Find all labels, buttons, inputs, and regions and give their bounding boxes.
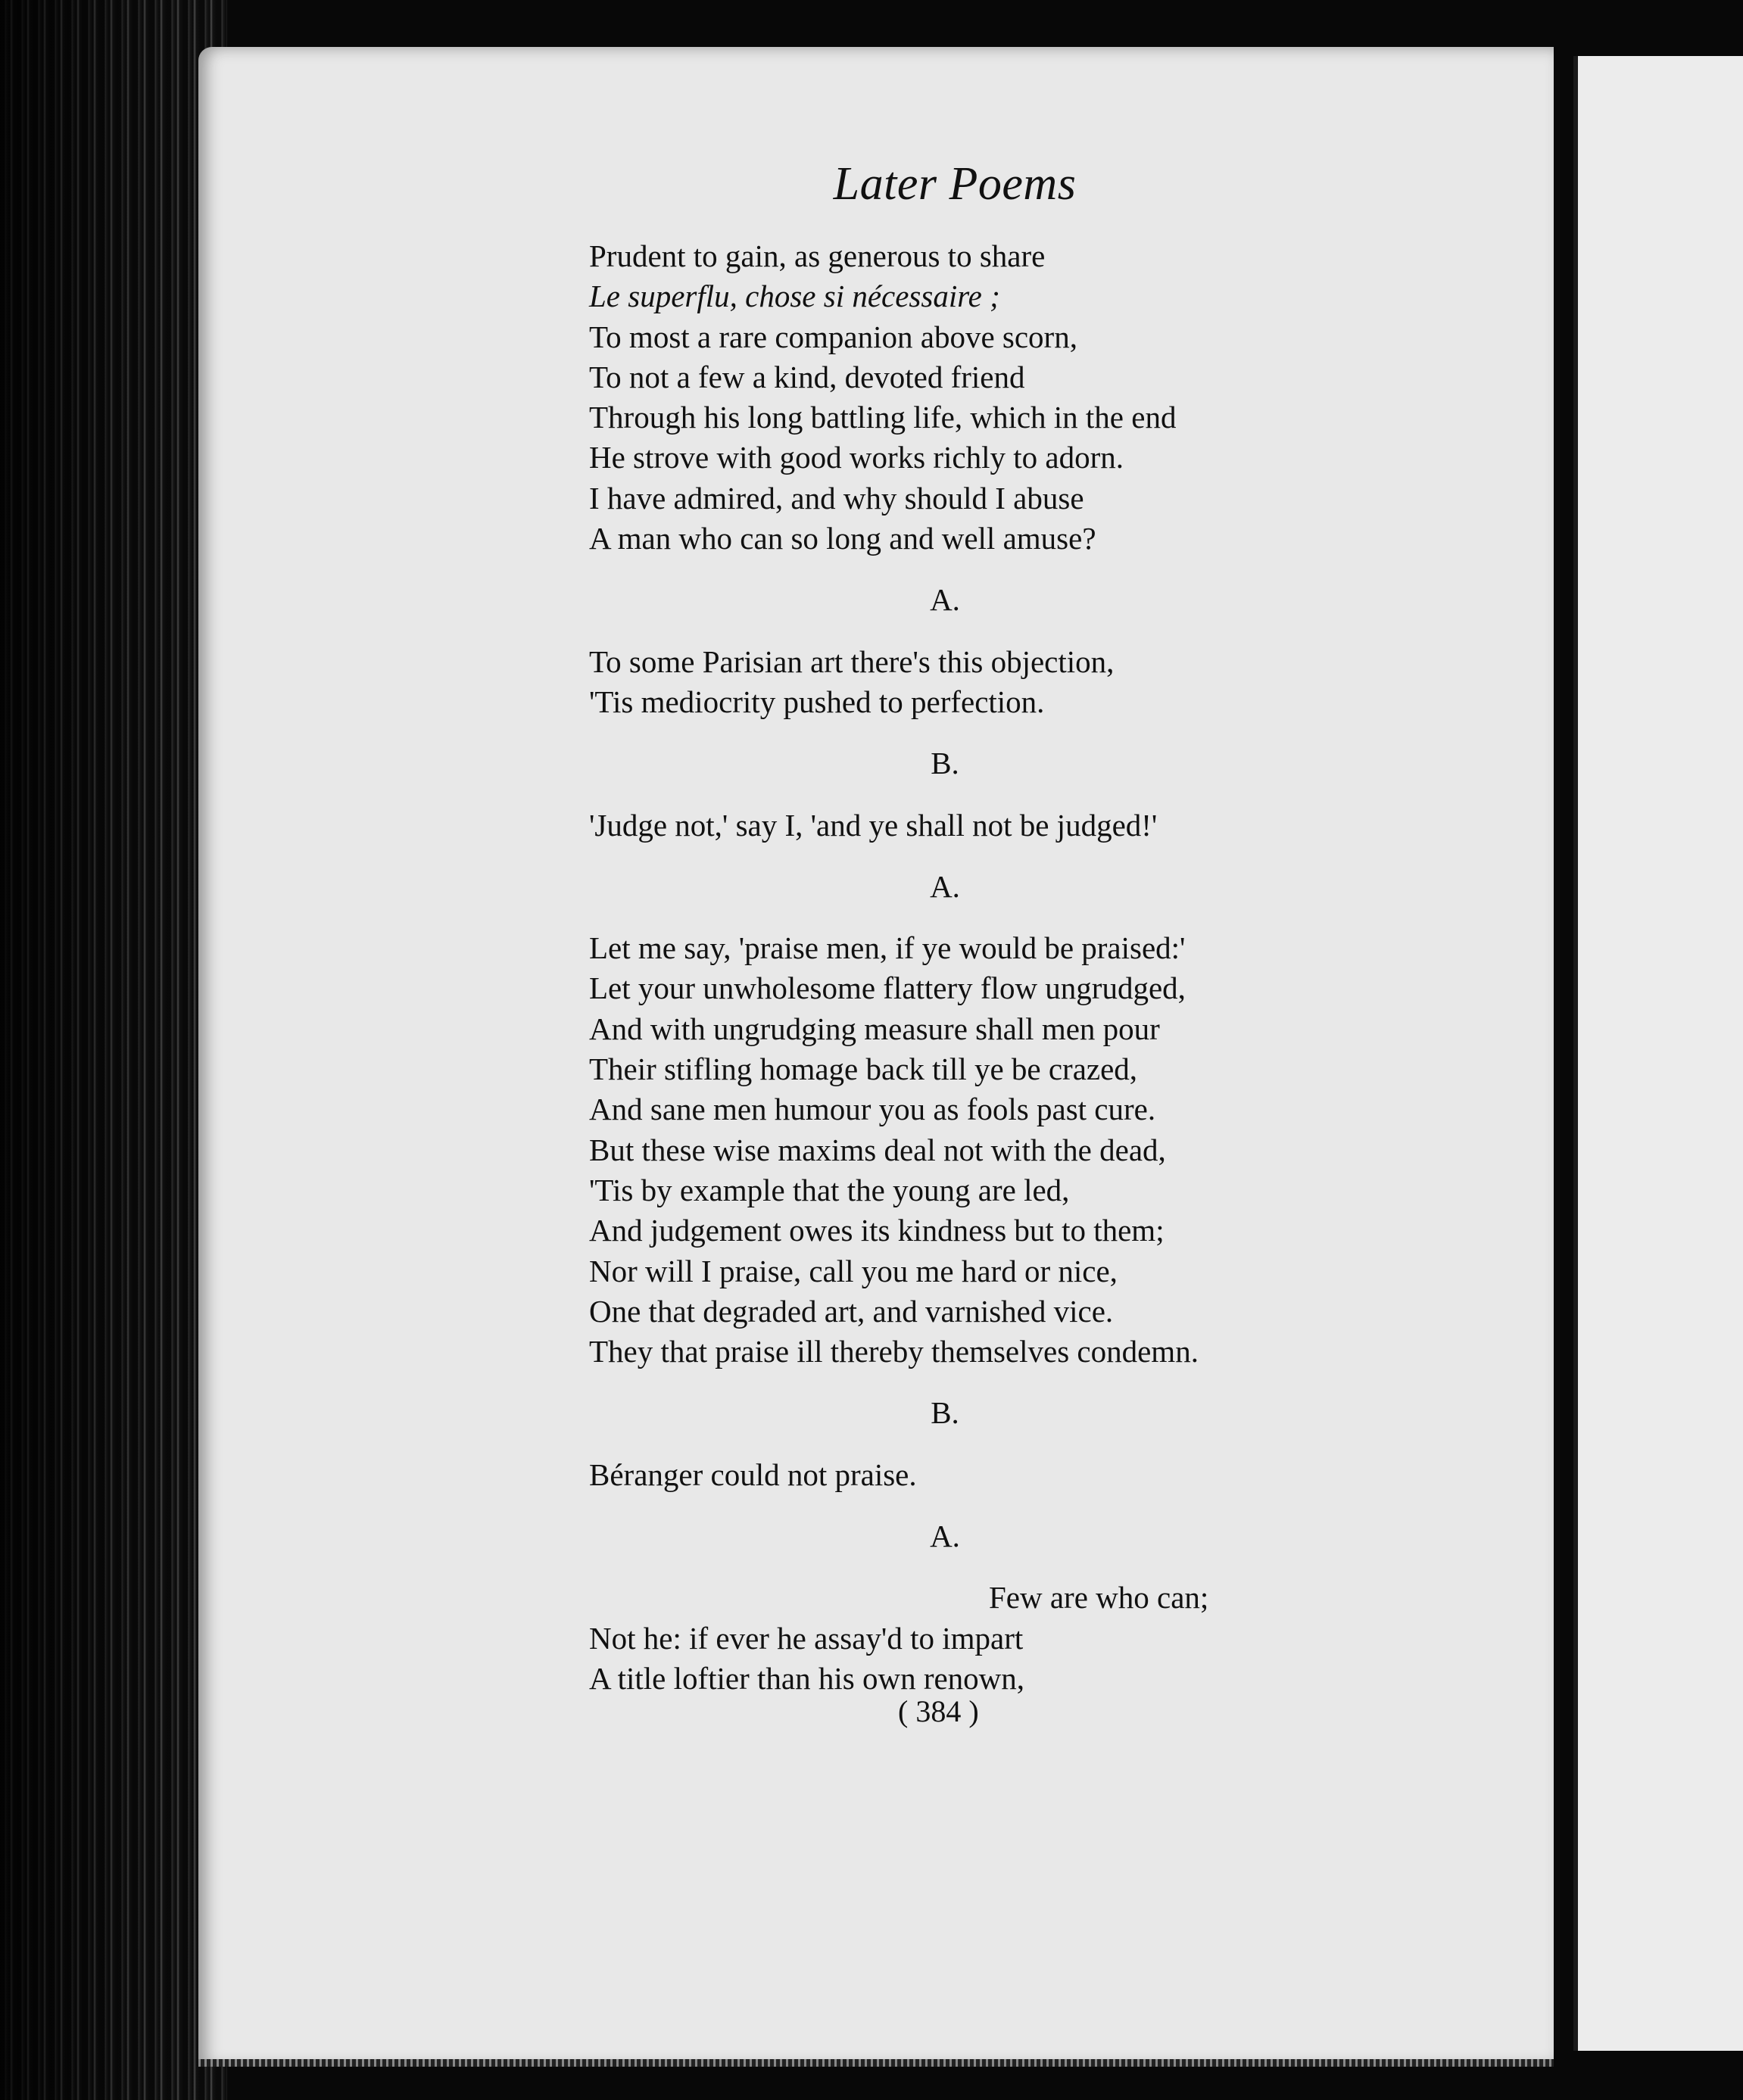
poem-line: He strove with good works richly to adorn. — [589, 440, 1124, 475]
poem-line: A man who can so long and well amuse? — [589, 521, 1096, 556]
poem-line: I have admired, and why should I abuse — [589, 480, 1084, 516]
speaker-label: A. — [930, 582, 960, 618]
poem-line: Let your unwholesome flattery flow ungrudged, — [589, 971, 1186, 1006]
poem-line: Le superflu, chose si nécessaire ; — [589, 279, 1000, 314]
page-bottom-edge — [198, 2059, 1554, 2067]
poem-line: 'Tis by example that the young are led, — [589, 1172, 1070, 1207]
poem-line: And judgement owes its kindness but to them; — [589, 1213, 1165, 1248]
running-title: Later Poems — [833, 158, 1077, 210]
poem-line: Their stifling homage back till ye be crazed, — [589, 1052, 1138, 1087]
poem-text — [589, 236, 1346, 1699]
speaker-label: B. — [931, 1395, 959, 1431]
poem-line: Few are who can; — [989, 1580, 1209, 1616]
poem-line: Let me say, 'praise men, if ye would be praised:' — [589, 930, 1186, 966]
poem-line: And sane men humour you as fools past cure. — [589, 1092, 1156, 1127]
speaker-label: B. — [931, 746, 959, 781]
poem-line: One that degraded art, and varnished vice. — [589, 1293, 1114, 1329]
poem-line: To some Parisian art there's this objection, — [589, 643, 1115, 679]
poem-line: Nor will I praise, call you me hard or nice, — [589, 1253, 1118, 1288]
book-edge-shadow — [0, 0, 227, 2100]
poem-line: They that praise ill thereby themselves condemn. — [589, 1334, 1199, 1369]
poem-line: To not a few a kind, devoted friend — [589, 359, 1025, 394]
speaker-label: A. — [930, 868, 960, 904]
poem-line: And with ungrudging measure shall men pour — [589, 1011, 1160, 1046]
speaker-label: A. — [930, 1519, 960, 1554]
poem-line: Through his long battling life, which in the end — [589, 400, 1177, 435]
poem-line: 'Tis mediocrity pushed to perfection. — [589, 684, 1045, 719]
poem-line: Not he: if ever he assay'd to impart — [589, 1620, 1024, 1656]
poem-line: A title loftier than his own renown, — [589, 1660, 1025, 1696]
poem-line: Béranger could not praise. — [589, 1457, 917, 1492]
poem-line: To most a rare companion above scorn, — [589, 319, 1077, 354]
facing-page — [1573, 56, 1743, 2051]
page-number: ( 384 ) — [898, 1694, 979, 1728]
poem-line: Prudent to gain, as generous to share — [589, 238, 1046, 273]
poem-line: But these wise maxims deal not with the dead, — [589, 1132, 1166, 1167]
poem-line: 'Judge not,' say I, 'and ye shall not be judged!' — [589, 807, 1158, 843]
